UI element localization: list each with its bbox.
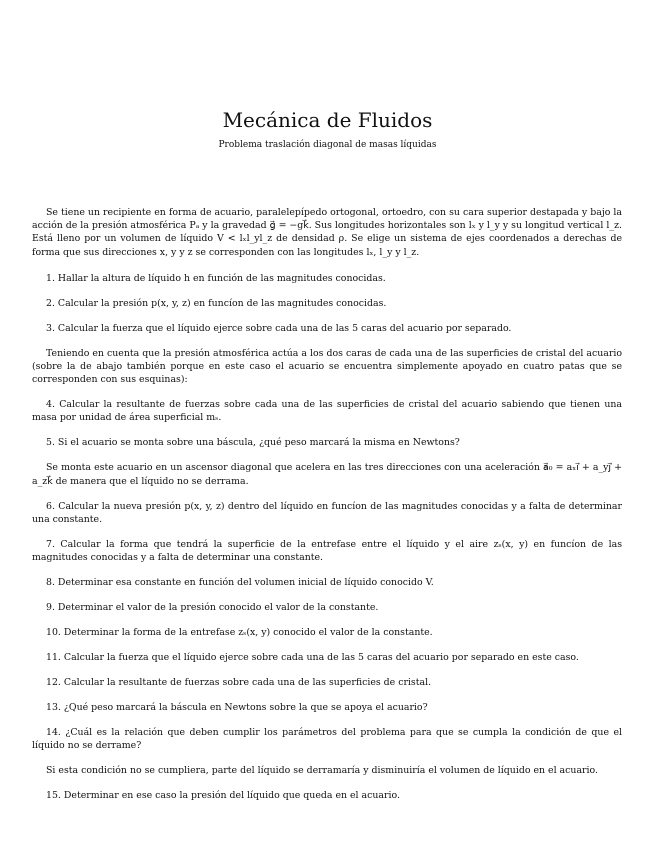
question-10: 10. Determinar la forma de la entrefase zₛ(x, y) conocido el valor de la constante.	[46, 627, 433, 639]
page-subtitle: Problema traslación diagonal de masas líquidas	[218, 140, 437, 150]
question-9: 9. Determinar el valor de la presión conocido el valor de la constante.	[46, 602, 379, 614]
page-title: Mecánica de Fluidos	[222, 108, 433, 132]
question-4: 4. Calcular la resultante de fuerzas sobre cada una de las superficies de cristal del acuario sabiendo que tienen una masa por unidad de área superficial mₛ.	[32, 399, 622, 424]
question-2: 2. Calcular la presión p(x, y, z) en funcíon de las magnitudes conocidas.	[46, 297, 387, 309]
question-14: 14. ¿Cuál es la relación que deben cumplir los parámetros del problema para que se cumpla la condición de que el líquido no se derrame?	[32, 727, 622, 752]
question-1: 1. Hallar la altura de líquido h en función de las magnitudes conocidas.	[46, 272, 386, 284]
question-3: 3. Calcular la fuerza que el líquido ejerce sobre cada una de las 5 caras del acuario por separado.	[46, 322, 512, 334]
question-8: 8. Determinar esa constante en función del volumen inicial de líquido conocido V.	[46, 577, 434, 589]
question-12: 12. Calcular la resultante de fuerzas sobre cada una de las superficies de cristal.	[46, 677, 432, 689]
context-paragraph: Se monta este acuario en un ascensor diagonal que acelera en las tres direcciones con una aceleración a⃗₀ = aₓi⃗ + a_yj⃗ + a_zk⃗ de manera que el líquido no se derrama.	[32, 462, 622, 487]
question-5: 5. Si el acuario se monta sobre una báscula, ¿qué peso marcará la misma en Newtons?	[46, 437, 460, 449]
question-6: 6. Calcular la nueva presión p(x, y, z) dentro del líquido en funcíon de las magnitudes conocidas y a falta de determinar una constante.	[32, 500, 622, 525]
question-7: 7. Calcular la forma que tendrá la superficie de la entrefase entre el líquido y el aire zₛ(x, y) en funcíon de las magnitudes conocidas y a falta de determinar una constante.	[32, 538, 622, 564]
intro-paragraph: Se tiene un recipiente en forma de acuario, paralelepípedo ortogonal, ortoedro, con su cara superior destapada y bajo la acción de la presión atmosférica Pₐ y la gravedad g⃗ = −gk⃗. Sus longitudes horizontales son lₓ y l_y y su longitud vertical l_z. Está lleno por un volumen de líquido V < lₓl_yl_z de densidad ρ. Se elige un sistema de ejes coordenados a derechas de forma que sus direcciones x, y y z se corresponden con las longitudes lₓ, l_y y l_z.	[32, 207, 622, 258]
context-paragraph: Si esta condición no se cumpliera, parte del líquido se derramaría y disminuiría el volumen de líquido en el acuario.	[46, 765, 598, 777]
question-11: 11. Calcular la fuerza que el líquido ejerce sobre cada una de las 5 caras del acuario por separado en este caso.	[46, 652, 579, 664]
document-body	[32, 206, 622, 814]
question-15: 15. Determinar en ese caso la presión del líquido que queda en el acuario.	[46, 790, 400, 802]
question-13: 13. ¿Qué peso marcará la báscula en Newtons sobre la que se apoya el acuario?	[46, 702, 428, 714]
context-paragraph: Teniendo en cuenta que la presión atmosférica actúa a los dos caras de cada una de las superficies de cristal del acuario (sobre la de abajo también porque en este caso el acuario se encuentra simplemente apoyado en cuatro patas que se corresponden con sus esquinas):	[32, 347, 622, 386]
